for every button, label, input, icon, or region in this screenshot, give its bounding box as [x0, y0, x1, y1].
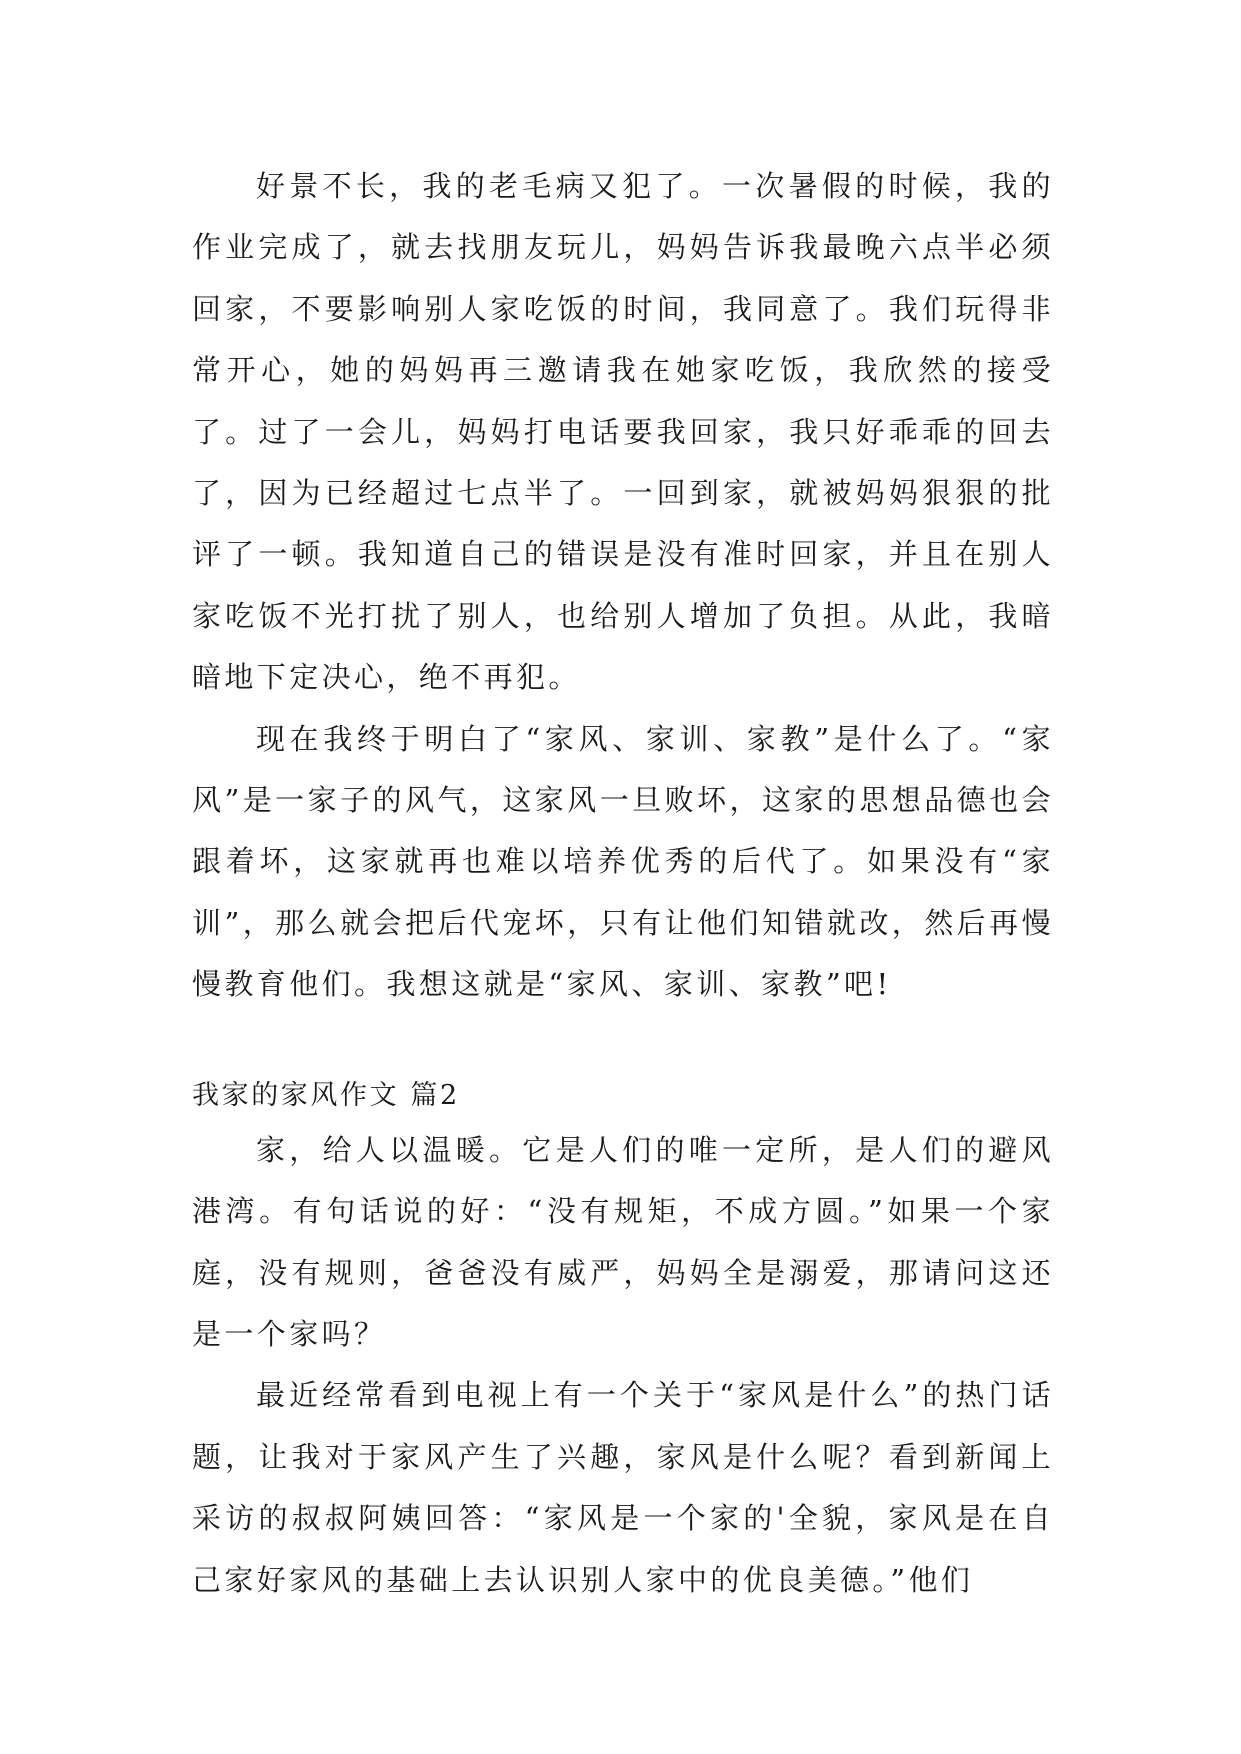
document-body [192, 156, 1054, 1611]
paragraph-2: 现在我终于明白了“家风、家训、家教”是什么了。“家风”是一家子的风气，这家风一旦败坏，这家的思想品德也会跟着坏，这家就再也难以培养优秀的后代了。如果没有“家训”，那么就会把后代宠坏，只有让他们知错就改，然后再慢慢教育他们。我想这就是“家风、家训、家教”吧! [192, 721, 1054, 1002]
paragraph-1: 好景不长，我的老毛病又犯了。一次暑假的时候，我的作业完成了，就去找朋友玩儿，妈妈告诉我最晚六点半必须回家，不要影响别人家吃饭的时间，我同意了。我们玩得非常开心，她的妈妈再三邀请我在她家吃饭，我欣然的接受了。过了一会儿，妈妈打电话要我回家，我只好乖乖的回去了，因为已经超过七点半了。一回到家，就被妈妈狠狠的批评了一顿。我知道自己的错误是没有准时回家，并且在别人家吃饭不光打扰了别人，也给别人增加了负担。从此，我暗暗地下定决心，绝不再犯。 [192, 169, 1054, 695]
paragraph-3: 家，给人以温暖。它是人们的唯一定所，是人们的避风港湾。有句话说的好：“没有规矩，不成方圆。”如果一个家庭，没有规则，爸爸没有威严，妈妈全是溺爱，那请问这还是一个家吗？ [192, 1132, 1054, 1351]
paragraph-4: 最近经常看到电视上有一个关于“家风是什么”的热门话题，让我对于家风产生了兴趣，家风是什么呢？看到新闻上采访的叔叔阿姨回答：“家风是一个家的'全貌，家风是在自己家好家风的基础上去认识别人家中的优良美德。”他们 [192, 1378, 1054, 1597]
section-title: 我家的家风作文 篇2 [192, 1079, 460, 1111]
